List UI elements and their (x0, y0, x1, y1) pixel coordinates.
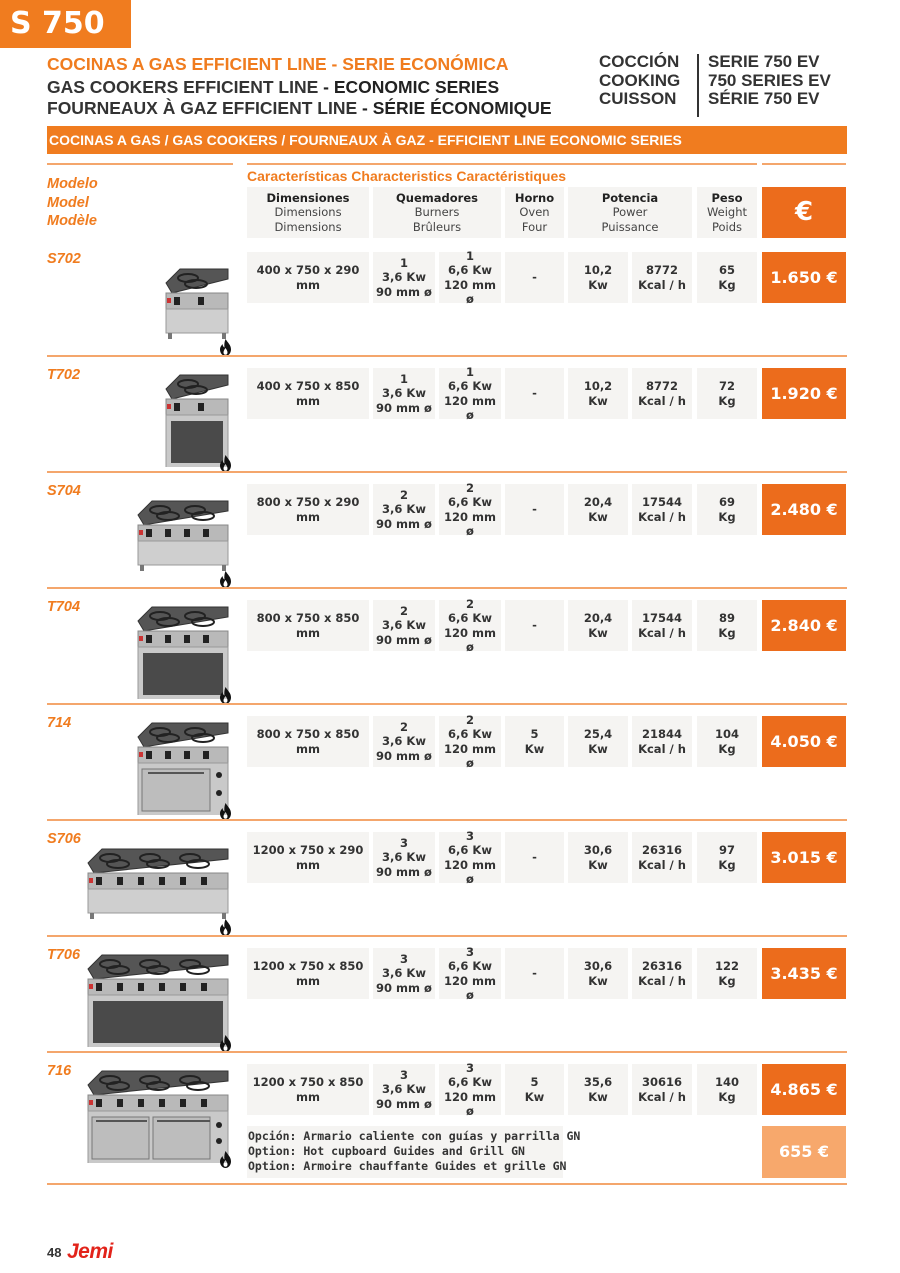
burner-large-diameter: 120 mm ø (444, 509, 496, 538)
product-image (0, 251, 235, 351)
price-badge: 2.840 € (762, 600, 846, 651)
series-es: SERIE 750 EV (708, 52, 820, 71)
option-price-badge: 655 € (762, 1126, 846, 1178)
header-rule (762, 163, 846, 165)
power-kw-cell (568, 484, 628, 535)
title-en (47, 77, 499, 98)
dimensions-cell (247, 832, 369, 883)
product-image (0, 715, 235, 815)
power-kw-cell (568, 716, 628, 767)
power-kw-unit: Kw (588, 625, 608, 640)
power-kw-value: 35,6 (583, 1075, 613, 1089)
model-code: S702 (47, 251, 81, 267)
category-block (599, 53, 680, 109)
oven-cell (505, 948, 564, 999)
col-weight-fr: Poids (711, 219, 743, 234)
model-code: 714 (47, 715, 72, 731)
burner-large-cell (439, 944, 501, 1002)
power-kcal-unit: Kcal / h (638, 857, 686, 872)
category-es: COCCIÓN (599, 52, 680, 71)
power-kcal-cell (632, 716, 692, 767)
burner-small-diameter: 90 mm ø (376, 632, 432, 647)
power-kcal-value: 17544 (641, 495, 682, 509)
burner-small-count: 3 (399, 951, 408, 966)
header-rule (247, 163, 757, 165)
price-badge: 1.650 € (762, 252, 846, 303)
oven-cell (505, 368, 564, 419)
burner-small-count: 2 (399, 603, 408, 618)
oven-unit: Kw (524, 741, 545, 756)
power-kw-value: 30,6 (583, 843, 613, 857)
burner-large-cell (439, 596, 501, 654)
dimensions-value: 1200 x 750 x 290 (252, 843, 364, 857)
weight-cell (697, 832, 757, 883)
option-text-en: Option: Hot cupboard Guides and Grill GN (248, 1144, 525, 1158)
burner-small-cell (373, 948, 435, 999)
power-kw-value: 10,2 (583, 379, 613, 393)
burner-small-diameter: 90 mm ø (376, 1096, 432, 1111)
power-kcal-value: 8772 (645, 263, 678, 277)
power-kw-cell (568, 948, 628, 999)
burner-small-power: 3,6 Kw (382, 270, 426, 285)
title-en-series: - ECONOMIC SERIES (318, 77, 500, 97)
burner-small-diameter: 90 mm ø (376, 400, 432, 415)
dimensions-unit: mm (296, 857, 320, 872)
oven-cell (505, 1064, 564, 1115)
row-divider (47, 587, 847, 589)
power-kw-unit: Kw (588, 509, 608, 524)
col-dimensions-fr: Dimensions (274, 219, 342, 234)
power-kcal-cell (632, 832, 692, 883)
col-weight-es: Peso (711, 190, 743, 205)
option-text-fr: Option: Armoire chauffante Guides et grille GN (248, 1159, 567, 1173)
burner-small-count: 2 (399, 487, 408, 502)
weight-cell (697, 368, 757, 419)
oven-value: - (532, 966, 537, 981)
burner-large-count: 3 (465, 1060, 474, 1075)
burner-small-count: 1 (399, 255, 408, 270)
power-kcal-unit: Kcal / h (638, 1089, 686, 1104)
product-image (0, 947, 235, 1047)
col-oven-en: Oven (519, 205, 550, 220)
price-column-header: € (762, 187, 846, 238)
burner-small-power: 3,6 Kw (382, 386, 426, 401)
oven-value: - (532, 386, 537, 401)
oven-value: 5 (530, 1075, 539, 1089)
power-kcal-value: 26316 (641, 843, 682, 857)
weight-value: 89 (718, 611, 735, 625)
burner-large-power: 6,6 Kw (448, 263, 492, 277)
power-kcal-cell (632, 1064, 692, 1115)
weight-cell (697, 252, 757, 303)
oven-unit: Kw (524, 1089, 545, 1104)
burner-large-count: 1 (465, 364, 474, 379)
burner-small-power: 3,6 Kw (382, 502, 426, 517)
model-code: 716 (47, 1063, 72, 1079)
burner-large-cell (439, 248, 501, 306)
burner-large-cell (439, 828, 501, 886)
weight-unit: Kg (718, 1089, 736, 1104)
burner-small-diameter: 90 mm ø (376, 748, 432, 763)
title-fr-main: FOURNEAUX À GAZ EFFICIENT LINE (47, 98, 358, 118)
power-kw-value: 30,6 (583, 959, 613, 973)
burner-large-diameter: 120 mm ø (444, 277, 496, 306)
oven-cell (505, 600, 564, 651)
header-divider (697, 54, 699, 117)
burner-large-diameter: 120 mm ø (444, 393, 496, 422)
col-dimensions-en: Dimensions (274, 205, 342, 220)
model-code: T706 (47, 947, 81, 963)
burner-small-count: 1 (399, 371, 408, 386)
category-en: COOKING (599, 70, 681, 90)
col-header-weight (697, 187, 757, 238)
row-divider (47, 819, 847, 821)
burner-large-count: 3 (465, 828, 474, 843)
title-fr (47, 98, 552, 119)
power-kcal-value: 30616 (641, 1075, 682, 1089)
col-power-es: Potencia (601, 190, 659, 205)
power-kcal-unit: Kcal / h (638, 625, 686, 640)
col-burners-es: Quemadores (396, 190, 478, 205)
flame-icon (219, 803, 232, 820)
burner-large-power: 6,6 Kw (448, 727, 492, 741)
burner-small-diameter: 90 mm ø (376, 864, 432, 879)
dimensions-cell (247, 600, 369, 651)
weight-value: 140 (714, 1075, 739, 1089)
burner-small-count: 2 (399, 719, 408, 734)
power-kw-cell (568, 1064, 628, 1115)
burner-large-count: 1 (465, 248, 474, 263)
burner-large-power: 6,6 Kw (448, 379, 492, 393)
power-kw-unit: Kw (588, 1089, 608, 1104)
option-note (247, 1126, 581, 1178)
burner-small-cell (373, 368, 435, 419)
power-kcal-unit: Kcal / h (638, 741, 686, 756)
dimensions-cell (247, 716, 369, 767)
weight-unit: Kg (718, 741, 736, 756)
power-kcal-cell (632, 484, 692, 535)
dimensions-unit: mm (296, 1089, 320, 1104)
model-code: T704 (47, 599, 81, 615)
row-divider (47, 471, 847, 473)
product-image (0, 599, 235, 699)
burner-large-power: 6,6 Kw (448, 1075, 492, 1089)
dimensions-value: 400 x 750 x 290 (256, 263, 360, 277)
burner-large-power: 6,6 Kw (448, 843, 492, 857)
power-kcal-value: 26316 (641, 959, 682, 973)
dimensions-cell (247, 948, 369, 999)
burner-small-cell (373, 1064, 435, 1115)
model-header-en: Model (47, 194, 89, 211)
burner-large-diameter: 120 mm ø (444, 857, 496, 886)
weight-cell (697, 1064, 757, 1115)
weight-unit: Kg (718, 625, 736, 640)
row-divider (47, 703, 847, 705)
burner-small-cell (373, 832, 435, 883)
burner-large-diameter: 120 mm ø (444, 741, 496, 770)
burner-large-cell (439, 1060, 501, 1118)
title-es: COCINAS A GAS EFFICIENT LINE - SERIE ECONÓMICA (47, 54, 509, 74)
col-burners-fr: Brûleurs (412, 219, 462, 234)
title-fr-series: - SÉRIE ÉCONOMIQUE (357, 98, 552, 118)
weight-cell (697, 600, 757, 651)
power-kcal-unit: Kcal / h (638, 509, 686, 524)
power-kcal-value: 8772 (645, 379, 678, 393)
col-weight-en: Weight (706, 205, 748, 220)
power-kw-unit: Kw (588, 973, 608, 988)
oven-value: - (532, 502, 537, 517)
row-divider (47, 935, 847, 937)
burner-large-diameter: 120 mm ø (444, 625, 496, 654)
product-image (0, 367, 235, 467)
oven-value: 5 (530, 727, 539, 741)
power-kcal-cell (632, 368, 692, 419)
burner-large-diameter: 120 mm ø (444, 1089, 496, 1118)
burner-small-count: 3 (399, 1067, 408, 1082)
flame-icon (219, 339, 232, 356)
dimensions-unit: mm (296, 741, 320, 756)
weight-cell (697, 484, 757, 535)
oven-value: - (532, 270, 537, 285)
burner-small-power: 3,6 Kw (382, 734, 426, 749)
row-divider (47, 1183, 847, 1185)
col-burners-en: Burners (414, 205, 460, 220)
power-kcal-value: 21844 (641, 727, 682, 741)
dimensions-value: 1200 x 750 x 850 (252, 1075, 364, 1089)
price-badge: 1.920 € (762, 368, 846, 419)
title-en-main: GAS COOKERS EFFICIENT LINE (47, 77, 319, 97)
category-fr: CUISSON (599, 89, 677, 108)
burner-small-diameter: 90 mm ø (376, 284, 432, 299)
col-header-power (568, 187, 692, 238)
burner-small-cell (373, 252, 435, 303)
col-power-en: Power (612, 205, 648, 220)
power-kw-cell (568, 252, 628, 303)
power-kw-unit: Kw (588, 857, 608, 872)
dimensions-unit: mm (296, 277, 320, 292)
col-header-burners (373, 187, 501, 238)
burner-large-power: 6,6 Kw (448, 495, 492, 509)
oven-value: - (532, 618, 537, 633)
burner-small-cell (373, 716, 435, 767)
row-divider (47, 1051, 847, 1053)
burner-large-count: 2 (465, 712, 474, 727)
price-badge: 4.865 € (762, 1064, 846, 1115)
burner-small-cell (373, 600, 435, 651)
dimensions-unit: mm (296, 973, 320, 988)
burner-small-diameter: 90 mm ø (376, 516, 432, 531)
weight-value: 72 (718, 379, 735, 393)
power-kw-value: 10,2 (583, 263, 613, 277)
model-header-es: Modelo (47, 176, 98, 192)
product-image (0, 483, 235, 583)
burner-large-power: 6,6 Kw (448, 611, 492, 625)
dimensions-cell (247, 1064, 369, 1115)
oven-cell (505, 716, 564, 767)
burner-large-count: 3 (465, 944, 474, 959)
series-fr: SÉRIE 750 EV (708, 89, 820, 108)
power-kcal-unit: Kcal / h (638, 277, 686, 292)
weight-cell (697, 716, 757, 767)
weight-value: 65 (718, 263, 735, 277)
model-code: T702 (47, 367, 81, 383)
dimensions-value: 1200 x 750 x 850 (252, 959, 364, 973)
weight-unit: Kg (718, 509, 736, 524)
oven-value: - (532, 850, 537, 865)
col-header-dimensions (247, 187, 369, 238)
weight-value: 104 (714, 727, 739, 741)
col-oven-es: Horno (514, 190, 555, 205)
series-tag: S 750 (0, 0, 131, 48)
page-number: 48 (47, 1245, 62, 1260)
price-badge: 3.015 € (762, 832, 846, 883)
power-kw-value: 25,4 (583, 727, 613, 741)
burner-large-power: 6,6 Kw (448, 959, 492, 973)
model-code: S706 (47, 831, 81, 847)
dimensions-unit: mm (296, 509, 320, 524)
weight-unit: Kg (718, 857, 736, 872)
col-dimensions-es: Dimensiones (266, 190, 350, 205)
power-kw-cell (568, 832, 628, 883)
weight-unit: Kg (718, 277, 736, 292)
dimensions-cell (247, 252, 369, 303)
dimensions-value: 800 x 750 x 290 (256, 495, 360, 509)
power-kw-cell (568, 600, 628, 651)
oven-cell (505, 252, 564, 303)
weight-cell (697, 948, 757, 999)
flame-icon (219, 455, 232, 472)
flame-icon (219, 571, 232, 588)
burner-small-diameter: 90 mm ø (376, 980, 432, 995)
flame-icon (219, 687, 232, 704)
weight-value: 122 (714, 959, 739, 973)
characteristics-header: Características Characteristics Caractéristiques (247, 168, 567, 184)
flame-icon (219, 1151, 232, 1168)
burner-small-count: 3 (399, 835, 408, 850)
dimensions-unit: mm (296, 625, 320, 640)
dimensions-unit: mm (296, 393, 320, 408)
power-kw-value: 20,4 (583, 495, 613, 509)
flame-icon (219, 919, 232, 936)
power-kw-unit: Kw (588, 741, 608, 756)
product-image (0, 831, 235, 931)
category-band: COCINAS A GAS / GAS COOKERS / FOURNEAUX À GAZ - EFFICIENT LINE ECONOMIC SERIES (47, 126, 847, 154)
burner-large-cell (439, 480, 501, 538)
weight-unit: Kg (718, 393, 736, 408)
burner-large-count: 2 (465, 596, 474, 611)
power-kw-unit: Kw (588, 393, 608, 408)
dimensions-value: 800 x 750 x 850 (256, 611, 360, 625)
col-header-oven (505, 187, 564, 238)
power-kcal-cell (632, 252, 692, 303)
power-kcal-cell (632, 600, 692, 651)
dimensions-value: 800 x 750 x 850 (256, 727, 360, 741)
dimensions-value: 400 x 750 x 850 (256, 379, 360, 393)
dimensions-cell (247, 484, 369, 535)
power-kw-value: 20,4 (583, 611, 613, 625)
weight-unit: Kg (718, 973, 736, 988)
model-header (47, 175, 98, 231)
series-en: 750 SERIES EV (708, 70, 831, 90)
power-kcal-unit: Kcal / h (638, 973, 686, 988)
oven-cell (505, 832, 564, 883)
price-badge: 2.480 € (762, 484, 846, 535)
col-oven-fr: Four (521, 219, 548, 234)
col-power-fr: Puissance (601, 219, 659, 234)
dimensions-cell (247, 368, 369, 419)
flame-icon (219, 1035, 232, 1052)
burner-small-cell (373, 484, 435, 535)
model-code: S704 (47, 483, 81, 499)
brand-logo: Jemi (67, 1240, 113, 1263)
burner-large-cell (439, 712, 501, 770)
power-kcal-cell (632, 948, 692, 999)
weight-value: 97 (718, 843, 735, 857)
price-badge: 4.050 € (762, 716, 846, 767)
power-kcal-unit: Kcal / h (638, 393, 686, 408)
power-kcal-value: 17544 (641, 611, 682, 625)
series-block (708, 53, 831, 109)
model-header-fr: Modèle (47, 213, 97, 229)
power-kw-unit: Kw (588, 277, 608, 292)
burner-small-power: 3,6 Kw (382, 1082, 426, 1097)
price-badge: 3.435 € (762, 948, 846, 999)
weight-value: 69 (718, 495, 735, 509)
burner-small-power: 3,6 Kw (382, 850, 426, 865)
burner-small-power: 3,6 Kw (382, 966, 426, 981)
option-text-es: Opción: Armario caliente con guías y parrilla GN (248, 1129, 581, 1143)
power-kw-cell (568, 368, 628, 419)
burner-large-diameter: 120 mm ø (444, 973, 496, 1002)
row-divider (47, 355, 847, 357)
header-rule (47, 163, 233, 165)
oven-cell (505, 484, 564, 535)
product-image (0, 1063, 235, 1163)
burner-large-cell (439, 364, 501, 422)
burner-small-power: 3,6 Kw (382, 618, 426, 633)
burner-large-count: 2 (465, 480, 474, 495)
